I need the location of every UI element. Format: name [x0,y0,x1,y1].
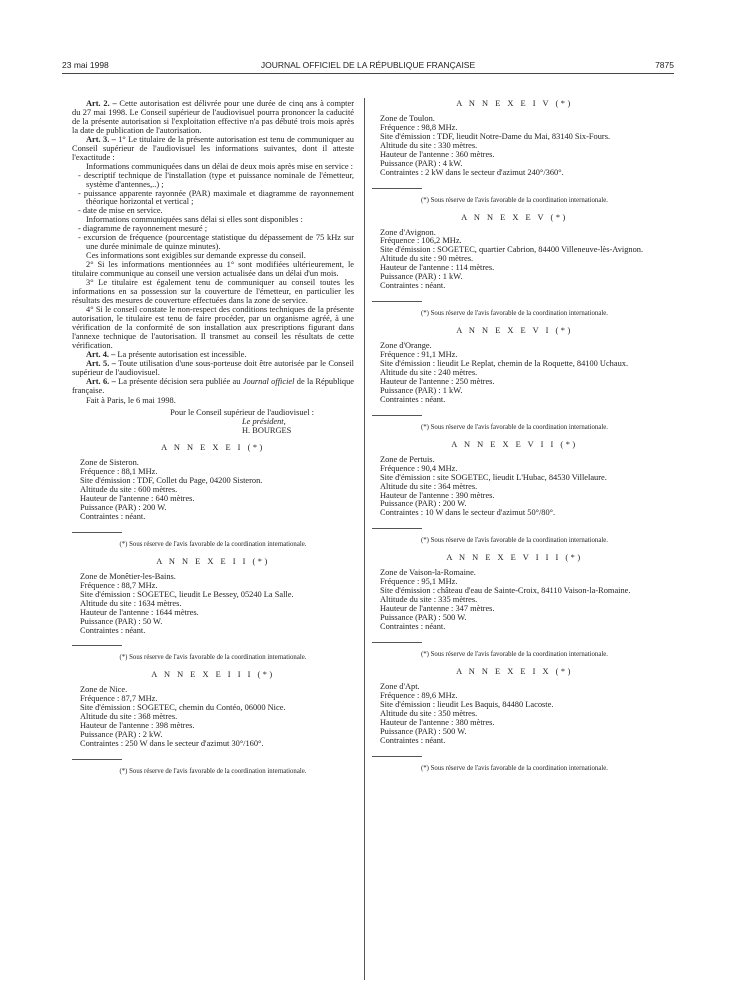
annex-zone: Zone d'Apt. [380,681,420,691]
annex-power: Puissance (PAR) : 200 W. [80,502,167,512]
annex-title: A N N E X E V I I I (*) [446,553,583,563]
footnote-rule [372,756,422,757]
annex-power: Puissance (PAR) : 200 W. [380,499,467,509]
info2-item: - diagramme de rayonnement mesuré ; [78,224,208,234]
annex-title: A N N E X E I V (*) [456,99,573,108]
annex-constraints: Contraintes : néant. [80,511,146,521]
annex-constraints: Contraintes : 250 W dans le secteur d'azimut 30°/160°. [80,739,264,749]
paragraph-4: 4° Si le conseil constate le non-respect des conditions techniques de la présente autorisation, le titulaire est tenu de faire procéder, par un organisme agréé, à une vérification de la conformité de son installation aux prescriptions figurant dans l'annexe technique de l'autorisation. Il transmet au conseil les résultats de cette vérification. [72,304,354,350]
annex-antenna-height: Hauteur de l'antenne : 114 mètres. [380,263,495,273]
annex-altitude: Altitude du site : 240 mètres. [380,367,478,377]
header-date: 23 mai 1998 [62,60,109,70]
footnote-rule [372,642,422,643]
annex-constraints: Contraintes : néant. [380,735,446,745]
annex-constraints: Contraintes : néant. [380,281,446,291]
info2-title: Informations communiquées sans délai si elles sont disponibles : [86,215,303,225]
annex-altitude: Altitude du site : 330 mètres. [380,140,478,150]
annex-power: Puissance (PAR) : 1 kW. [380,272,463,282]
annex-5 [372,214,657,320]
info1-item: - date de mise en service. [78,206,163,216]
annex-title: A N N E X E I I (*) [156,556,270,566]
annex-zone: Zone de Monêtier-les-Bains. [80,571,176,581]
annex-power: Puissance (PAR) : 4 kW. [380,158,463,168]
annex-8 [372,554,657,660]
footnote-rule [372,188,422,189]
paragraph-2: 2° Si les informations mentionnées au 1° sont modifiées ultérieurement, le titulaire communique au conseil une version actualisée dans un délai d'un mois. [72,260,354,279]
article-2: Art. 2. – Cette autorisation est délivrée pour une durée de cinq ans à compter du 27 mai 1998. Le Conseil supérieur de l'audiovisuel pourra prononcer la caducité de la présente autorisation si l'exploitation effective n'a pas débuté trois mois après la date de publication de l'autorisation. [72,99,354,135]
article-5: Art. 5. – Toute utilisation d'une sous-porteuse doit être autorisée par le Conseil supérieur de l'audiovisuel. [72,358,354,377]
annex-site: Site d'émission : lieudit Le Replat, chemin de la Roquette, 84100 Uchaux. [380,359,629,369]
annex-power: Puissance (PAR) : 1 kW. [380,385,463,395]
annex-zone: Zone d'Avignon. [380,227,436,237]
right-column [372,100,657,777]
annex-9 [372,668,657,774]
annex-antenna-height: Hauteur de l'antenne : 380 mètres. [380,717,495,727]
annex-altitude: Altitude du site : 600 mètres. [80,485,178,495]
annex-constraints: Contraintes : néant. [380,621,446,631]
annex-6 [372,327,657,433]
annex-title: A N N E X E I X (*) [456,666,573,676]
annex-zone: Zone de Nice. [80,685,128,695]
exigibility-note: Ces informations sont exigibles sur demande expresse du conseil. [86,251,306,261]
annex-altitude: Altitude du site : 350 mètres. [380,708,478,718]
annex-zone: Zone de Vaison-la-Romaine. [380,568,476,578]
signature-line-1: Pour le Conseil supérieur de l'audiovisuel : [170,408,314,418]
annex-frequency: Fréquence : 106,2 MHz. [380,236,462,246]
paragraph-3: 3° Le titulaire est également tenu de communiquer au conseil toutes les informations en sa possession sur la couverture de l'émetteur, en particulier les résultats des mesures de couverture effectuées dans la zone de service. [72,278,354,305]
annex-frequency: Fréquence : 87,7 MHz. [80,694,158,704]
annex-zone: Zone de Sisteron. [80,458,139,468]
annex-altitude: Altitude du site : 364 mètres. [380,481,478,491]
footnote: (*) Sous réserve de l'avis favorable de la coordination internationale. [119,540,307,548]
annex-2 [72,558,354,664]
annex-antenna-height: Hauteur de l'antenne : 640 mètres. [80,494,195,504]
signature-line-2: Le président, [242,417,286,427]
annex-site: Site d'émission : SOGETEC, lieudit Le Bessey, 05240 La Salle. [80,589,294,599]
annex-frequency: Fréquence : 95,1 MHz. [380,577,458,587]
info1-item: - descriptif technique de l'installation (type et puissance nominale de l'émetteur, système d'antennes,..) ; [78,170,354,189]
signature-date: Fait à Paris, le 6 mai 1998. [86,396,176,406]
article-4: Art. 4. – La présente autorisation est incessible. [86,349,247,359]
annex-frequency: Fréquence : 90,4 MHz. [380,463,458,473]
annex-altitude: Altitude du site : 90 mètres. [380,254,474,264]
header-page-number: 7875 [655,60,674,70]
annex-antenna-height: Hauteur de l'antenne : 398 mètres. [80,721,195,731]
annex-title: A N N E X E V I (*) [456,326,573,336]
annex-site: Site d'émission : château d'eau de Sainte-Croix, 84110 Vaison-la-Romaine. [380,586,631,596]
annex-site: Site d'émission : lieudit Les Baquis, 84480 Lacoste. [380,699,554,709]
annex-site: Site d'émission : SOGETEC, quartier Cabrion, 84400 Villeneuve-lès-Avignon. [380,245,644,255]
annex-constraints: Contraintes : néant. [80,625,146,635]
footnote-rule [372,528,422,529]
annex-title: A N N E X E V I I (*) [451,439,578,449]
article-3: Art. 3. – 1° Le titulaire de la présente autorisation est tenu de communiquer au Conseil supérieur de l'audiovisuel les informations suivantes, dont il atteste l'exactitude : [72,134,354,162]
annex-1 [72,444,354,550]
left-column [72,100,354,781]
footnote: (*) Sous réserve de l'avis favorable de la coordination internationale. [421,650,608,658]
annex-antenna-height: Hauteur de l'antenne : 1644 mètres. [80,607,199,617]
footnote: (*) Sous réserve de l'avis favorable de la coordination internationale. [119,654,307,662]
annex-frequency: Fréquence : 91,1 MHz. [380,350,458,360]
footnote: (*) Sous réserve de l'avis favorable de la coordination internationale. [119,768,307,776]
footnote-rule [372,301,422,302]
annex-frequency: Fréquence : 89,6 MHz. [380,690,458,700]
annex-frequency: Fréquence : 98,8 MHz. [380,122,458,132]
footnote: (*) Sous réserve de l'avis favorable de la coordination internationale. [421,423,608,431]
annex-4 [372,100,657,206]
footnote-rule [72,759,122,760]
footnote-rule [372,415,422,416]
annex-title: A N N E X E V (*) [461,212,568,222]
annex-power: Puissance (PAR) : 500 W. [380,726,467,736]
footnote-rule [72,645,122,646]
header-title: JOURNAL OFFICIEL DE LA RÉPUBLIQUE FRANÇAISE [260,60,476,70]
annex-power: Puissance (PAR) : 2 kW. [80,730,163,740]
annex-site: Site d'émission : site SOGETEC, lieudit L'Hubac, 84530 Villelaure. [380,472,607,482]
annex-altitude: Altitude du site : 1634 mètres. [80,598,182,608]
footnote: (*) Sous réserve de l'avis favorable de la coordination internationale. [421,196,608,204]
annex-title: A N N E X E I (*) [161,443,265,453]
annex-frequency: Fréquence : 88,7 MHz. [80,580,158,590]
annex-power: Puissance (PAR) : 50 W. [80,616,163,626]
annex-constraints: Contraintes : néant. [380,394,446,404]
footnote: (*) Sous réserve de l'avis favorable de la coordination internationale. [421,537,608,545]
annex-antenna-height: Hauteur de l'antenne : 347 mètres. [380,604,495,614]
annex-zone: Zone de Toulon. [380,113,435,123]
header-rule [62,73,674,74]
annex-7 [372,441,657,547]
annex-zone: Zone d'Orange. [380,341,432,351]
footnote-rule [72,532,122,533]
info1-title: Informations communiquées dans un délai de deux mois après mise en service : [86,161,353,171]
annex-power: Puissance (PAR) : 500 W. [380,613,467,623]
signature-line-3: H. BOURGES [242,426,292,436]
info1-item: - puissance apparente rayonnée (PAR) maximale et diagramme de rayonnement théorique horizontal et vertical ; [78,188,354,207]
column-divider [364,98,365,980]
annex-site: Site d'émission : TDF, Collet du Page, 04200 Sisteron. [80,476,263,486]
info2-item: - excursion de fréquence (pourcentage statistique du dépassement de 75 kHz sur une durée minimale de quinze minutes). [78,233,354,252]
annex-zone: Zone de Pertuis. [380,454,435,464]
article-6: Art. 6. – La présente décision sera publiée au Journal officiel de la République française. [72,376,355,395]
annex-constraints: Contraintes : 10 W dans le secteur d'azimut 50°/80°. [380,508,556,518]
annex-3 [72,671,354,777]
annex-altitude: Altitude du site : 368 mètres. [80,712,178,722]
annex-antenna-height: Hauteur de l'antenne : 250 mètres. [380,376,495,386]
annex-frequency: Fréquence : 88,1 MHz. [80,467,158,477]
footnote: (*) Sous réserve de l'avis favorable de la coordination internationale. [421,764,608,772]
footnote: (*) Sous réserve de l'avis favorable de la coordination internationale. [421,310,608,318]
annex-antenna-height: Hauteur de l'antenne : 390 mètres. [380,490,495,500]
annex-antenna-height: Hauteur de l'antenne : 360 mètres. [380,149,495,159]
annex-altitude: Altitude du site : 335 mètres. [380,595,478,605]
page-header [62,60,674,74]
annex-site: Site d'émission : SOGETEC, chemin du Contéo, 06000 Nice. [80,703,286,713]
annex-constraints: Contraintes : 2 kW dans le secteur d'azimut 240°/360°. [380,167,564,177]
annex-title: A N N E X E I I I (*) [151,670,275,680]
annex-site: Site d'émission : TDF, lieudit Notre-Dame du Mai, 83140 Six-Fours. [380,131,611,141]
